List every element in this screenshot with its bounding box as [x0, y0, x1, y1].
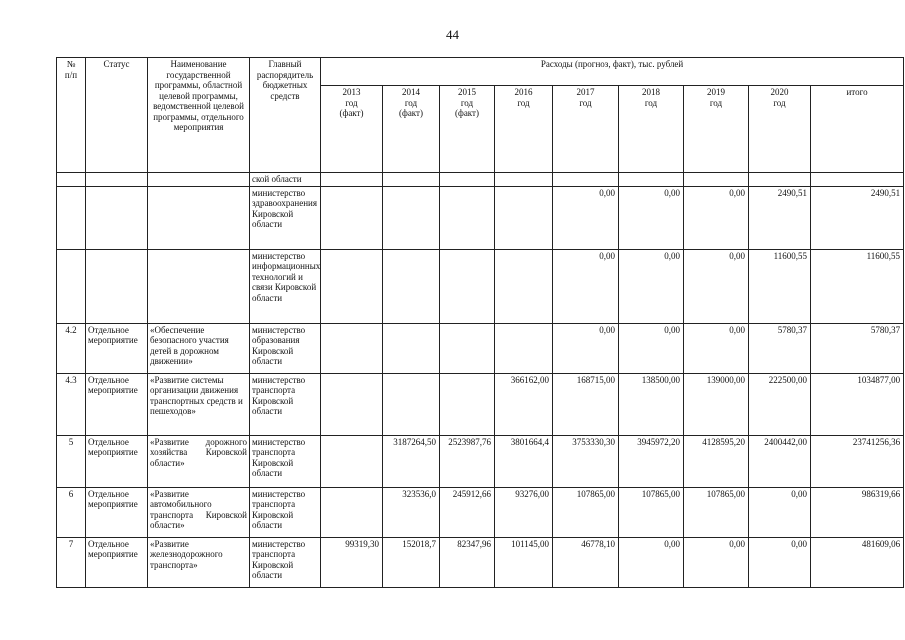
cell-value: 323536,0 — [383, 487, 440, 537]
cell-value — [321, 487, 383, 537]
header-status: Статус — [86, 58, 148, 173]
cell-value: 0,00 — [619, 323, 684, 373]
header-year-col: 2013 год (факт) — [321, 86, 383, 173]
header-year-col: 2016 год — [495, 86, 553, 173]
cell-status: Отдельное мероприятие — [86, 487, 148, 537]
cell-chief: министерство здравоохранения Кировской области — [250, 186, 321, 249]
cell-num: 4.2 — [57, 323, 86, 373]
cell-value: 11600,55 — [749, 249, 811, 323]
cell-value — [383, 249, 440, 323]
header-chief: Главный распорядитель бюджетных средств — [250, 58, 321, 173]
cell-value: 0,00 — [684, 323, 749, 373]
cell-num: 5 — [57, 435, 86, 487]
cell-value — [440, 186, 495, 249]
cell-value — [440, 249, 495, 323]
cell-status: Отдельное мероприятие — [86, 537, 148, 587]
cell-name — [148, 186, 250, 249]
cell-value — [321, 373, 383, 435]
cell-value: 4128595,20 — [684, 435, 749, 487]
cell-value: 139000,00 — [684, 373, 749, 435]
cell-value: 107865,00 — [553, 487, 619, 537]
cell-value — [553, 173, 619, 187]
cell-value — [383, 173, 440, 187]
cell-value: 3945972,20 — [619, 435, 684, 487]
header-total: итого — [811, 86, 904, 173]
cell-value: 0,00 — [553, 249, 619, 323]
cell-value: 23741256,36 — [811, 435, 904, 487]
cell-chief: министерство образования Кировской области — [250, 323, 321, 373]
cell-value — [749, 173, 811, 187]
cell-value: 245912,66 — [440, 487, 495, 537]
cell-status — [86, 186, 148, 249]
cell-value: 46778,10 — [553, 537, 619, 587]
cell-value: 3187264,50 — [383, 435, 440, 487]
cell-value — [440, 173, 495, 187]
cell-chief: ской области — [250, 173, 321, 187]
cell-value — [495, 323, 553, 373]
cell-value — [383, 373, 440, 435]
table-row — [57, 537, 904, 587]
cell-num — [57, 173, 86, 187]
table-row — [57, 173, 904, 187]
header-year-col: 2017 год — [553, 86, 619, 173]
cell-value: 3753330,30 — [553, 435, 619, 487]
cell-value: 101145,00 — [495, 537, 553, 587]
cell-value: 1034877,00 — [811, 373, 904, 435]
cell-value: 0,00 — [553, 186, 619, 249]
cell-value: 168715,00 — [553, 373, 619, 435]
cell-value: 0,00 — [749, 487, 811, 537]
cell-value — [440, 373, 495, 435]
header-num: № п/п — [57, 58, 86, 173]
header-year-col: 2018 год — [619, 86, 684, 173]
cell-value: 107865,00 — [684, 487, 749, 537]
table-row — [57, 487, 904, 537]
cell-value — [383, 323, 440, 373]
cell-chief: министерство транспорта Кировской области — [250, 373, 321, 435]
page-number: 44 — [446, 27, 459, 42]
cell-name — [148, 173, 250, 187]
cell-value: 11600,55 — [811, 249, 904, 323]
cell-status: Отдельное мероприятие — [86, 435, 148, 487]
cell-value: 986319,66 — [811, 487, 904, 537]
cell-value: 93276,00 — [495, 487, 553, 537]
cell-value: 0,00 — [619, 537, 684, 587]
cell-value — [495, 186, 553, 249]
cell-value — [440, 323, 495, 373]
cell-value — [321, 435, 383, 487]
cell-chief: министерство транспорта Кировской области — [250, 537, 321, 587]
table-row — [57, 249, 904, 323]
header-year-col: 2014 год (факт) — [383, 86, 440, 173]
cell-num: 7 — [57, 537, 86, 587]
cell-value — [321, 173, 383, 187]
cell-value — [321, 323, 383, 373]
cell-value: 82347,96 — [440, 537, 495, 587]
cell-value: 2523987,76 — [440, 435, 495, 487]
cell-value: 481609,06 — [811, 537, 904, 587]
cell-value: 0,00 — [749, 537, 811, 587]
header-expenses: Расходы (прогноз, факт), тыс. рублей — [321, 58, 904, 86]
cell-num: 6 — [57, 487, 86, 537]
cell-value: 0,00 — [619, 249, 684, 323]
cell-num — [57, 186, 86, 249]
cell-value: 0,00 — [684, 537, 749, 587]
table-row — [57, 435, 904, 487]
cell-value — [321, 249, 383, 323]
cell-status — [86, 173, 148, 187]
cell-name: «Развитие железнодорожного транспорта» — [148, 537, 250, 587]
cell-num — [57, 249, 86, 323]
cell-value — [495, 173, 553, 187]
cell-value: 366162,00 — [495, 373, 553, 435]
cell-name: «Развитие системы организации движения транспортных средств и пешеходов» — [148, 373, 250, 435]
cell-value — [383, 186, 440, 249]
cell-value: 0,00 — [684, 186, 749, 249]
cell-value: 152018,7 — [383, 537, 440, 587]
header-year-col: 2020 год — [749, 86, 811, 173]
cell-value — [684, 173, 749, 187]
cell-value: 5780,37 — [749, 323, 811, 373]
cell-value: 107865,00 — [619, 487, 684, 537]
cell-value — [811, 173, 904, 187]
cell-value: 99319,30 — [321, 537, 383, 587]
cell-value: 2400442,00 — [749, 435, 811, 487]
cell-name: «Развитие дорожного хозяйства Кировской области» — [148, 435, 250, 487]
cell-value: 0,00 — [684, 249, 749, 323]
table-row — [57, 186, 904, 249]
cell-value: 0,00 — [619, 186, 684, 249]
cell-value: 3801664,4 — [495, 435, 553, 487]
cell-value: 2490,51 — [749, 186, 811, 249]
header-name: Наименование государственной программы, областной целевой программы, ведомственной целевой программы, отдельного мероприятия — [148, 58, 250, 173]
table-row — [57, 323, 904, 373]
cell-name — [148, 249, 250, 323]
cell-value — [619, 173, 684, 187]
cell-value: 138500,00 — [619, 373, 684, 435]
cell-value: 5780,37 — [811, 323, 904, 373]
cell-chief: министерство транспорта Кировской области — [250, 487, 321, 537]
cell-chief: министерство информационных технологий и связи Кировской области — [250, 249, 321, 323]
header-year-col: 2015 год (факт) — [440, 86, 495, 173]
cell-status — [86, 249, 148, 323]
table-row — [57, 373, 904, 435]
cell-value: 2490,51 — [811, 186, 904, 249]
cell-num: 4.3 — [57, 373, 86, 435]
cell-status: Отдельное мероприятие — [86, 323, 148, 373]
header-year-col: 2019 год — [684, 86, 749, 173]
cell-name: «Обеспечение безопасного участия детей в дорожном движении» — [148, 323, 250, 373]
cell-value — [321, 186, 383, 249]
cell-value: 0,00 — [553, 323, 619, 373]
cell-name: «Развитие автомобильного транспорта Кировской области» — [148, 487, 250, 537]
cell-value — [495, 249, 553, 323]
cell-chief: министерство транспорта Кировской области — [250, 435, 321, 487]
cell-status: Отдельное мероприятие — [86, 373, 148, 435]
cell-value: 222500,00 — [749, 373, 811, 435]
budget-table — [56, 57, 904, 588]
